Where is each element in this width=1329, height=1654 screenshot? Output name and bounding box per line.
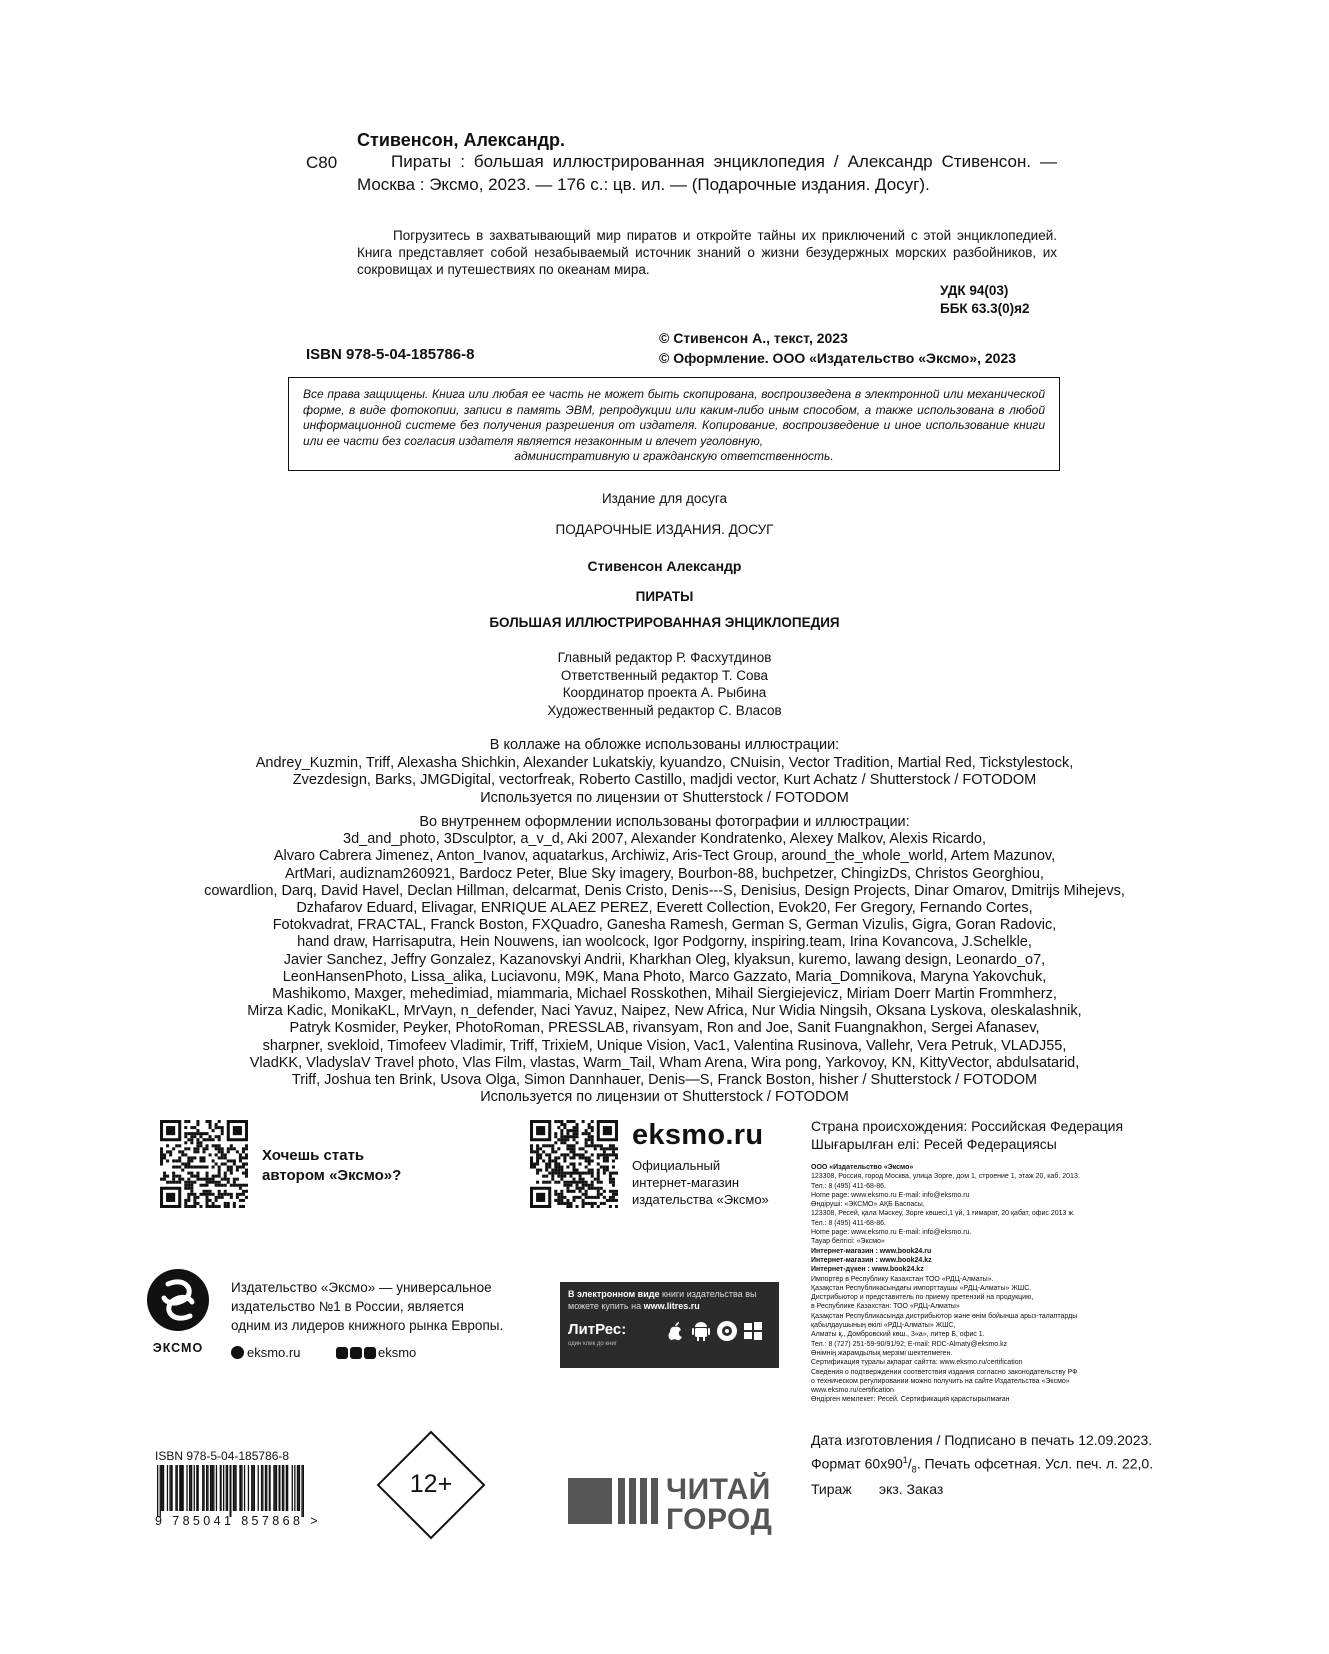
fine-print-line: Сведения о подтверждении соответствия издания согласно законодательству РФ <box>811 1368 1078 1376</box>
fine-print-line: www.eksmo.ru/certification <box>811 1387 894 1395</box>
author-call-line: автором «Эксмо»? <box>262 1167 402 1184</box>
credit-line: Mirza Kadic, MonikaKL, MrVayn, n_defender, Naci Yavuz, Naipez, New Africa, Nur Widia Ningsih, Oksana Lyskova, oleskalashnik, <box>247 1003 1082 1020</box>
fine-print-line: Интернет-магазин : www.book24.ru <box>811 1247 932 1255</box>
fine-print-line: Тауар белгісі: «Эксмо» <box>811 1238 885 1246</box>
qr-code-eksmo-icon[interactable] <box>530 1120 618 1208</box>
print-format: Формат $60х90^1/_8$. Печать офсетная. Усл. печ. л. 22,0. <box>811 1455 1154 1475</box>
editors-list <box>140 649 1189 719</box>
about-line: издательство №1 в России, является <box>231 1299 464 1314</box>
catalog-author: Стивенсон, Александр. <box>357 130 565 150</box>
fine-print-line: қабылдаушының өкілі «РДЦ-Алматы» ЖШС, <box>811 1322 956 1330</box>
rights-notice <box>288 377 1060 471</box>
credit-line: Patryk Kosmider, Peyker, PhotoRoman, PRESSLAB, rivansyam, Ron and Joe, Sanit Fuangnakhon, Sergei Afanasev, <box>289 1020 1040 1037</box>
print-date: Дата изготовления / Подписано в печать 12.09.2023. <box>811 1432 1153 1448</box>
fine-print-line: Өндірген мемлекет: Ресей. Сертификация қарастырылмаған <box>811 1396 1010 1404</box>
credit-line: hand draw, Harrisaputra, Hein Nouwens, ian woolcock, Igor Podgorny, inspiring.team, Irina Kovancova, J.Schelkle, <box>297 934 1032 951</box>
fine-print-line: Тел.: 8 (495) 411-68-86. <box>811 1182 886 1190</box>
windows-icon <box>742 1320 764 1342</box>
book-subtitle: БОЛЬШАЯ ИЛЛЮСТРИРОВАННАЯ ЭНЦИКЛОПЕДИЯ <box>489 615 840 630</box>
print-details <box>811 1430 1153 1499</box>
copyright-text: © Стивенсон А., текст, 2023 <box>659 330 848 346</box>
publisher-details <box>811 1163 1151 1405</box>
credit-line: Zvezdesign, Barks, JMGDigital, vectorfreak, Roberto Castillo, madjdi vector, Kurt Achatz / Shutterstock / FOTODOM <box>292 772 1037 788</box>
credit-line: Andrey_Kuzmin, Triff, Alexasha Shichkin, Alexander Lukatskiy, kyuandzo, CNuisin, Vector Tradition, Martial Red, Tickstylestock, <box>255 754 1074 771</box>
fine-print-line: Home page: www.eksmo.ru E-mail: info@eksmo.ru. <box>811 1229 972 1237</box>
fine-print-line: Дистрибьютор и представитель по приему претензий на продукцию, <box>811 1294 1034 1302</box>
fine-print-line: Өндіруші: «ЭКСМО» АҚБ Баспасы, <box>811 1201 925 1209</box>
credit-line: Mashikomo, Maxger, mehedimiad, miammaria, Michael Rosskothen, Mihail Siergiejevicz, Miriam Doerr Martin Frommherz, <box>272 986 1057 1003</box>
desc-line: Официальный <box>632 1158 721 1173</box>
eksmo-about <box>231 1278 503 1335</box>
print-run: Тираж экз. Заказ <box>811 1481 944 1498</box>
credit-line: 3d_and_photo, 3Dsculptor, a_v_d, Aki 2007, Alexander Kondratenko, Alexey Malkov, Alexis Ricardo, <box>343 831 986 848</box>
credit-line: VladKK, VladyslaV Travel photo, Vlas Film, vlastas, Warm_Tail, Wham Arena, Wira pong, Yarkovoy, KN, KittyVector, abdulsatarid, <box>249 1054 1080 1071</box>
author-code: С80 <box>306 153 338 172</box>
eksmo-logo-label: ЭКСМО <box>152 1341 204 1355</box>
credit-line: Triff, Joshua ten Brink, Usova Olga, Simon Dannhauer, Denis—S, Franck Boston, hisher / Shutterstock / FOTODOM <box>291 1072 1038 1089</box>
fine-print-line: Өнімнің жарамдылық мерзімі шектелмеген. <box>811 1349 953 1357</box>
ok-icon <box>350 1347 362 1359</box>
cover-credits <box>140 737 1189 807</box>
editor-line: Координатор проекта А. Рыбина <box>562 685 767 700</box>
social-networks[interactable] <box>336 1345 416 1360</box>
fine-print-line: Алматы қ., Домбровский көш., 3«а», литер Б, офис 1. <box>811 1331 985 1339</box>
chitai-line: ГОРОД <box>666 1503 773 1536</box>
fine-print-line: Интернет-дүкен : www.book24.kz <box>811 1266 924 1274</box>
barcode-icon <box>155 1465 315 1517</box>
apple-icon <box>664 1320 686 1342</box>
fine-print-line: Импортёр в Республику Казахстан ТОО «РДЦ-Алматы». <box>811 1275 994 1283</box>
litres-banner[interactable] <box>560 1282 779 1368</box>
editor-line: Ответственный редактор Т. Сова <box>560 667 769 683</box>
eksmo-site-link[interactable]: eksmo.ru <box>632 1119 764 1151</box>
fine-print-line: 123308, Ресей, қала Мәскеу, Зорге көшесі,1 үй, 1 ғимарат, 20 қабат, офис 2013 ж. <box>811 1210 1076 1218</box>
fine-print-line: Қазақстан Республикасында дистрибьютор және өнім бойынша арыз-талаптарды <box>811 1312 1078 1320</box>
become-author-text <box>262 1146 401 1186</box>
about-line: Издательство «Эксмо» — универсальное <box>231 1280 492 1295</box>
country-of-origin <box>811 1117 1123 1153</box>
credit-line: В коллаже на обложке использованы иллюстрации: <box>489 737 840 753</box>
credits-author: Стивенсон Александр <box>587 558 742 574</box>
credit-line: Alvaro Cabrera Jimenez, Anton_Ivanov, aquatarkus, Archiwiz, Aris-Tect Group, around_the_whole_world, Artem Mazunov, <box>273 848 1056 865</box>
credit-line: Javier Sanchez, Jeffry Gonzalez, Kazanovskyi Andrii, Kharkhan Oleg, klyaksun, kuremo, lawang design, Leonardo_o7, <box>283 951 1046 968</box>
copyright-design: © Оформление. ООО «Издательство «Эксмо», 2023 <box>659 350 1017 366</box>
chitai-gorod-wordmark <box>666 1475 772 1535</box>
social-handle: eksmo <box>378 1345 417 1360</box>
about-line: одним из лидеров книжного рынка Европы. <box>231 1318 504 1333</box>
bibliographic-description: Пираты : большая иллюстрированная энциклопедия / Александр Стивенсон. — Москва : Эксмо, 2023. — 176 с.: цв. ил. — (Подарочные издания. Досуг). <box>357 152 1057 194</box>
fine-print-line: в Республике Казахстан: ТОО «РДЦ-Алматы» <box>811 1303 960 1311</box>
udk-code: УДК 94(03) <box>940 283 1009 298</box>
editor-line: Художественный редактор С. Власов <box>547 702 782 718</box>
fine-print-line: Интернет-магазин : www.book24.kz <box>811 1256 932 1264</box>
fine-print-line: Қазақстан Республикасындағы импорттаушы «РДЦ-Алматы» ЖШС. <box>811 1284 1032 1292</box>
litres-text: В электронном виде книги издательства вы можете купить на www.litres.ru <box>568 1289 757 1311</box>
credit-line: Dzhafarov Eduard, Elivagar, ENRIQUE ALAEZ PEREZ, Everett Collection, Evok20, Fer Gregory, Fernando Cortes, <box>296 900 1033 917</box>
credit-line: cowardlion, Darq, David Havel, Declan Hillman, delcarmat, Denis Cristo, Denis---S, Denisius, Design Projects, Dinar Omarov, Dmitrijs Mihejevs, <box>204 882 1125 899</box>
origin-ru: Страна происхождения: Российская Федерация <box>811 1118 1124 1134</box>
fine-print-line: Тел.: 8 (727) 251-59-90/91/92; E-mail: RDC-Almaty@eksmo.kz <box>811 1340 1008 1348</box>
copyright-block <box>659 328 1016 368</box>
author-call-line: Хочешь стать <box>262 1147 365 1164</box>
eksmo-shop-description <box>632 1157 769 1208</box>
vk-icon <box>336 1347 348 1359</box>
editor-line: Главный редактор Р. Фасхутдинов <box>557 650 772 665</box>
edition-type: Издание для досуга <box>601 491 728 506</box>
annotation: Погрузитесь в захватывающий мир пиратов и откройте тайны их приключений с этой энциклопедией. Книга представляет собой незабываемый источник знаний о жизни безудержных морских разбойников, их сокровищах и путешествиях по океанам мира. <box>357 228 1057 277</box>
rights-last-line: административную и гражданскую ответственность. <box>514 449 834 463</box>
series-name: ПОДАРОЧНЫЕ ИЗДАНИЯ. ДОСУГ <box>555 522 774 537</box>
credit-line: Используется по лицензии от Shutterstock / FOTODOM <box>480 1089 849 1106</box>
rights-body: Все права защищены. Книга или любая ее часть не может быть скопирована, воспроизведена в электронной или механической форме, в виде фотокопии, записи в память ЭВМ, репродукции или каким-либо иным способом, а также использована в любой информационной системе без получения разрешения от издателя. Копирование, воспроизведение и иное использование книги или ее части без согласия издателя является незаконным и влечет уголовную, <box>303 387 1045 448</box>
fine-print-line: Home page: www.eksmo.ru E-mail: info@eksmo.ru <box>811 1191 970 1199</box>
litres-name: ЛитРес: <box>568 1321 627 1338</box>
interior-credits <box>140 814 1189 1106</box>
barcode-digits: 9 785041 857868 > <box>155 1514 321 1528</box>
qr-code-author-icon[interactable] <box>160 1120 248 1208</box>
credit-line: Используется по лицензии от Shutterstock / FOTODOM <box>480 789 849 806</box>
litres-slogan: один клик до книг <box>568 1341 617 1347</box>
globe-icon <box>231 1346 244 1359</box>
fine-print-line: Тел.: 8 (495) 411-68-86. <box>811 1219 886 1227</box>
credit-line: Fotokvadrat, FRACTAL, Franck Boston, FXQuadro, Ganesha Ramesh, German S, German Vizulis, Gigra, Goran Radovic, <box>272 917 1057 934</box>
desc-line: интернет-магазин <box>632 1175 740 1190</box>
telegram-icon <box>364 1347 376 1359</box>
social-site[interactable] <box>231 1345 300 1360</box>
fine-print-line: ООО «Издательство «Эксмо» <box>811 1164 914 1171</box>
credit-line: ArtMari, audiznam260921, Bardocz Peter, Blue Sky imagery, Bourbon-88, buchpetzer, ChingizDs, Christos Georghiou, <box>285 865 1044 882</box>
book-title: ПИРАТЫ <box>635 589 694 604</box>
fine-print-line: о техническом регулировании можно получить на сайте Издательства «Эксмо» <box>811 1377 1070 1385</box>
classification <box>940 282 1030 318</box>
credit-line: sharpner, svekloid, Timofeev Vladimir, Triff, TrixieM, Unique Vision, Vac1, Valentina Rusinova, Vallehr, Vera Petruk, VLADJ55, <box>262 1037 1067 1054</box>
chitai-gorod-logo-icon <box>568 1476 664 1526</box>
credit-line: Во внутреннем оформлении использованы фотографии и иллюстрации: <box>419 814 910 830</box>
chitai-line: ЧИТАЙ <box>666 1473 771 1506</box>
credit-line: LeonHansenPhoto, Lissa_alika, Luciavonu, M9K, Mana Photo, Marco Gazzato, Maria_Domnikova, Maryna Yakovchuk, <box>282 968 1047 985</box>
fine-print-line: Сертификация туралы ақпарат сайтта: www.eksmo.ru/certification <box>811 1359 1023 1367</box>
fine-print-line: 123308, Россия, город Москва, улица Зорге, дом 1, строение 1, этаж 20, каб. 2013. <box>811 1173 1080 1181</box>
android-icon <box>690 1320 712 1342</box>
bbk-code: ББК 63.3(0)я2 <box>940 301 1030 316</box>
reader-app-icon <box>716 1320 738 1342</box>
isbn-barcode-label: ISBN 978-5-04-185786-8 <box>155 1449 290 1463</box>
eksmo-logo-icon <box>146 1262 210 1338</box>
origin-kz: Шығарылған елі: Ресей Федерациясы <box>811 1136 1057 1152</box>
desc-line: издательства «Эксмо» <box>632 1192 769 1207</box>
social-site-label: eksmo.ru <box>247 1345 301 1360</box>
age-rating: 12+ <box>409 1470 453 1498</box>
isbn-header: ISBN 978-5-04-185786-8 <box>306 346 475 363</box>
